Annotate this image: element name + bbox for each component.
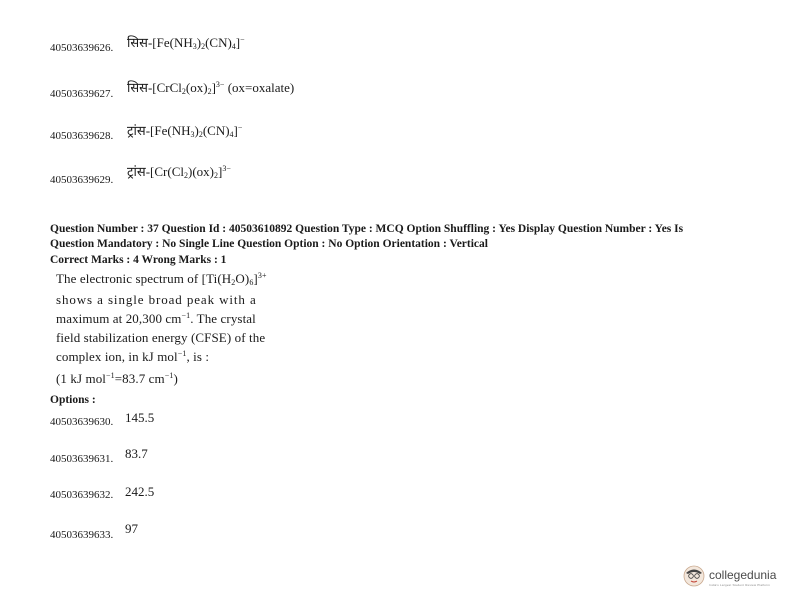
option-id: 40503639631. — [50, 453, 114, 465]
option-id: 40503639629. — [50, 174, 114, 186]
option-id: 40503639626. — [50, 42, 114, 54]
option-id: 40503639627. — [50, 88, 114, 100]
option-text — [127, 78, 294, 96]
question-meta-line: Question Number : 37 Question Id : 40503610892 Question Type : MCQ Option Shuffling : Yes Display Question Number : Yes Is — [50, 223, 684, 235]
question-meta-line: Question Mandatory : No Single Line Question Option : No Option Orientation : Vertical — [50, 238, 488, 250]
options-label: Options : — [50, 394, 96, 406]
question-line: maximum at 20,300 $cm^{-1}$. The crystal — [56, 311, 256, 326]
option-id: 40503639633. — [50, 529, 114, 541]
question-line: field stabilization energy (CFSE) of the — [56, 330, 266, 345]
option-prefix: सिस- — [127, 80, 153, 95]
question-line: The electronic spectrum of $[Ti(H_2O)_6]^{3+}$ — [56, 271, 267, 287]
option-value[interactable]: 242.5 — [125, 484, 155, 499]
option-formula: $[CrCl_2(ox)_2]^{3-}$ (ox=oxalate) — [152, 80, 295, 96]
option-formula: $[Fe(NH_3)_2(CN)_4]^-$ — [152, 35, 245, 51]
option-formula: $[Cr(Cl_2)(ox)_2]^{3-}$ — [150, 164, 231, 180]
question-line: (1 kJ mol$^{-1}$=83.7 $cm^{-1}$) — [56, 371, 178, 386]
option-formula: $[Fe(NH_3)_2(CN)_4]^-$ — [150, 123, 243, 139]
option-id: 40503639628. — [50, 130, 114, 142]
option-prefix: ट्रांस- — [127, 123, 151, 138]
question-line: complex ion, in kJ mol$^{-1}$, is : — [56, 349, 210, 364]
option-value[interactable]: 97 — [125, 521, 138, 536]
option-text — [127, 33, 245, 51]
logo-name: collegedunia — [709, 568, 777, 582]
option-value[interactable]: 145.5 — [125, 410, 155, 425]
option-text — [127, 162, 231, 180]
question-line: shows a single broad peak with a — [56, 292, 257, 307]
collegedunia-logo — [683, 562, 783, 592]
option-id: 40503639632. — [50, 489, 114, 501]
mascot-icon — [683, 565, 705, 587]
option-prefix: ट्रांस- — [127, 164, 151, 179]
option-text — [127, 121, 242, 139]
option-value[interactable]: 83.7 — [125, 446, 148, 461]
option-prefix: सिस- — [127, 35, 153, 50]
option-id: 40503639630. — [50, 416, 114, 428]
question-meta-line: Correct Marks : 4 Wrong Marks : 1 — [50, 254, 227, 266]
logo-tagline: India's Largest Student Review Platform — [709, 583, 771, 587]
